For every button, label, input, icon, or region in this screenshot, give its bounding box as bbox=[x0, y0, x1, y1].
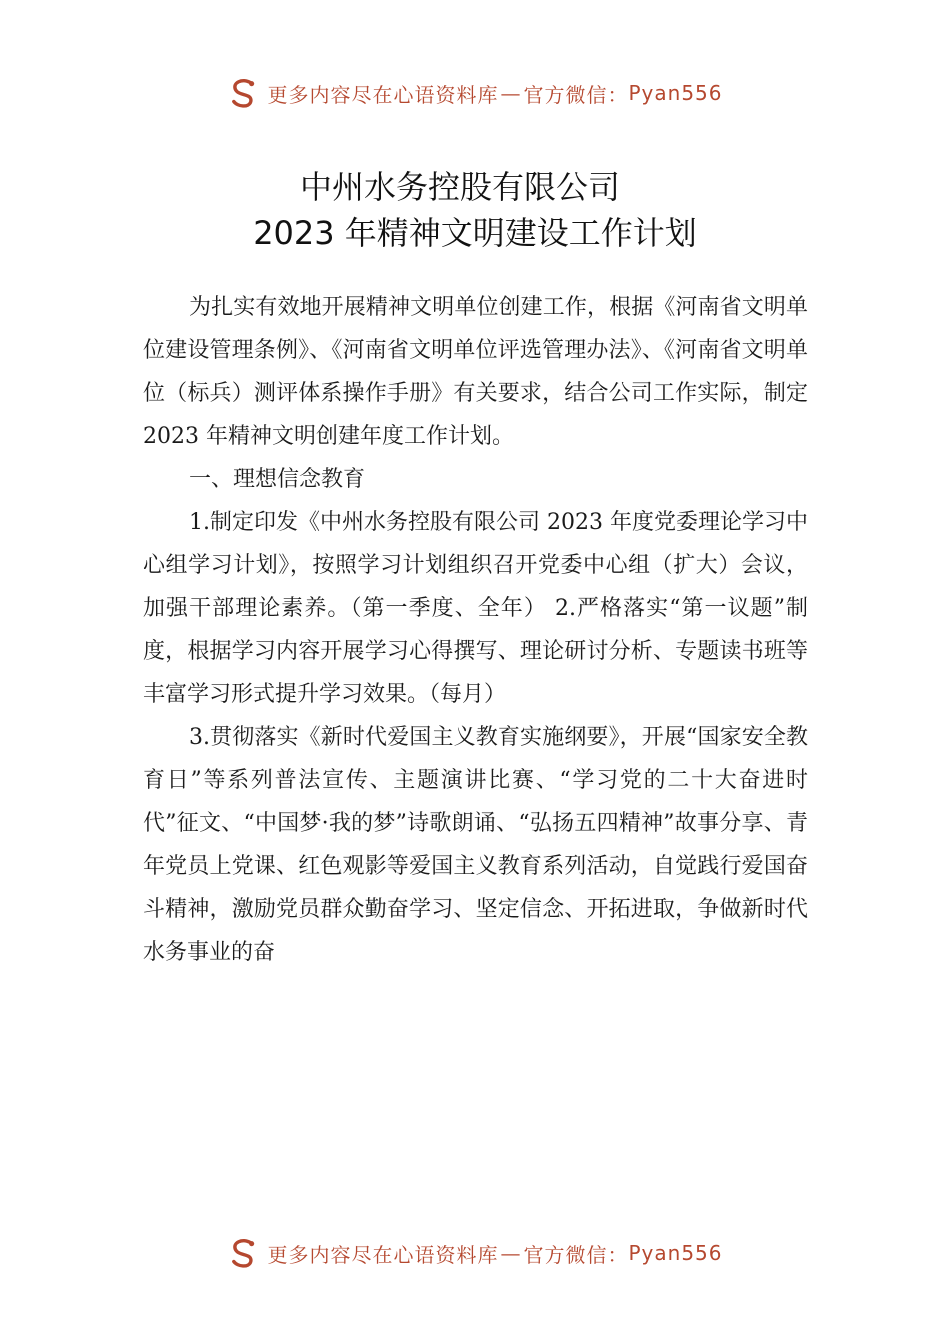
watermark-contact: 官方微信： bbox=[523, 82, 629, 107]
document-title-line2: 2023 年精神文明建设工作计划 bbox=[253, 214, 697, 252]
document-body bbox=[143, 286, 808, 974]
list-item: 1.制定印发《中州水务控股有限公司 2023 年度党委理论学习中心组学习计划》，按照学习计划组织召开党委中心组（扩大）会议，加强干部理论素养。（第一季度、全年） 2.严格落实“第一议题”制度，根据学习内容开展学习心得撰写、理论研讨分析、专题读书班等丰富学习形式提升学习效果。（每月） bbox=[143, 510, 808, 707]
intro-paragraph: 为扎实有效地开展精神文明单位创建工作，根据《河南省文明单位建设管理条例》、《河南省文明单位评选管理办法》、《河南省文明单位（标兵）测评体系操作手册》有关要求，结合公司工作实际，制定 2023 年精神文明创建年度工作计划。 bbox=[143, 295, 808, 449]
watermark-contact: 官方微信： bbox=[523, 1242, 629, 1267]
document-title-line1: 中州水务控股有限公司 bbox=[299, 168, 620, 206]
stylized-s-logo-icon bbox=[227, 1236, 261, 1270]
watermark-text: 更多内容尽在心语资料库 bbox=[267, 1242, 499, 1267]
list-item: 3.贯彻落实《新时代爱国主义教育实施纲要》，开展“国家安全教育日”等系列普法宣传、主题演讲比赛、“学习党的二十大奋进时代”征文、“中国梦·我的梦”诗歌朗诵、“弘扬五四精神”故事分享、青年党员上党课、红色观影等爱国主义教育系列活动，自觉践行爱国奋斗精神，激励党员群众勤奋学习、坚定信念、开拓进取，争做新时代水务事业的奋 bbox=[143, 725, 808, 965]
watermark-separator: — bbox=[500, 1241, 522, 1265]
watermark-text: 更多内容尽在心语资料库 bbox=[267, 82, 499, 107]
header-watermark bbox=[0, 76, 950, 110]
watermark-id: Pyan556 bbox=[628, 1241, 723, 1265]
stylized-s-logo-icon bbox=[227, 76, 261, 110]
watermark-separator: — bbox=[500, 81, 522, 105]
section-heading: 一、理想信念教育 bbox=[189, 467, 366, 492]
footer-watermark bbox=[0, 1236, 950, 1270]
watermark-id: Pyan556 bbox=[628, 81, 723, 105]
